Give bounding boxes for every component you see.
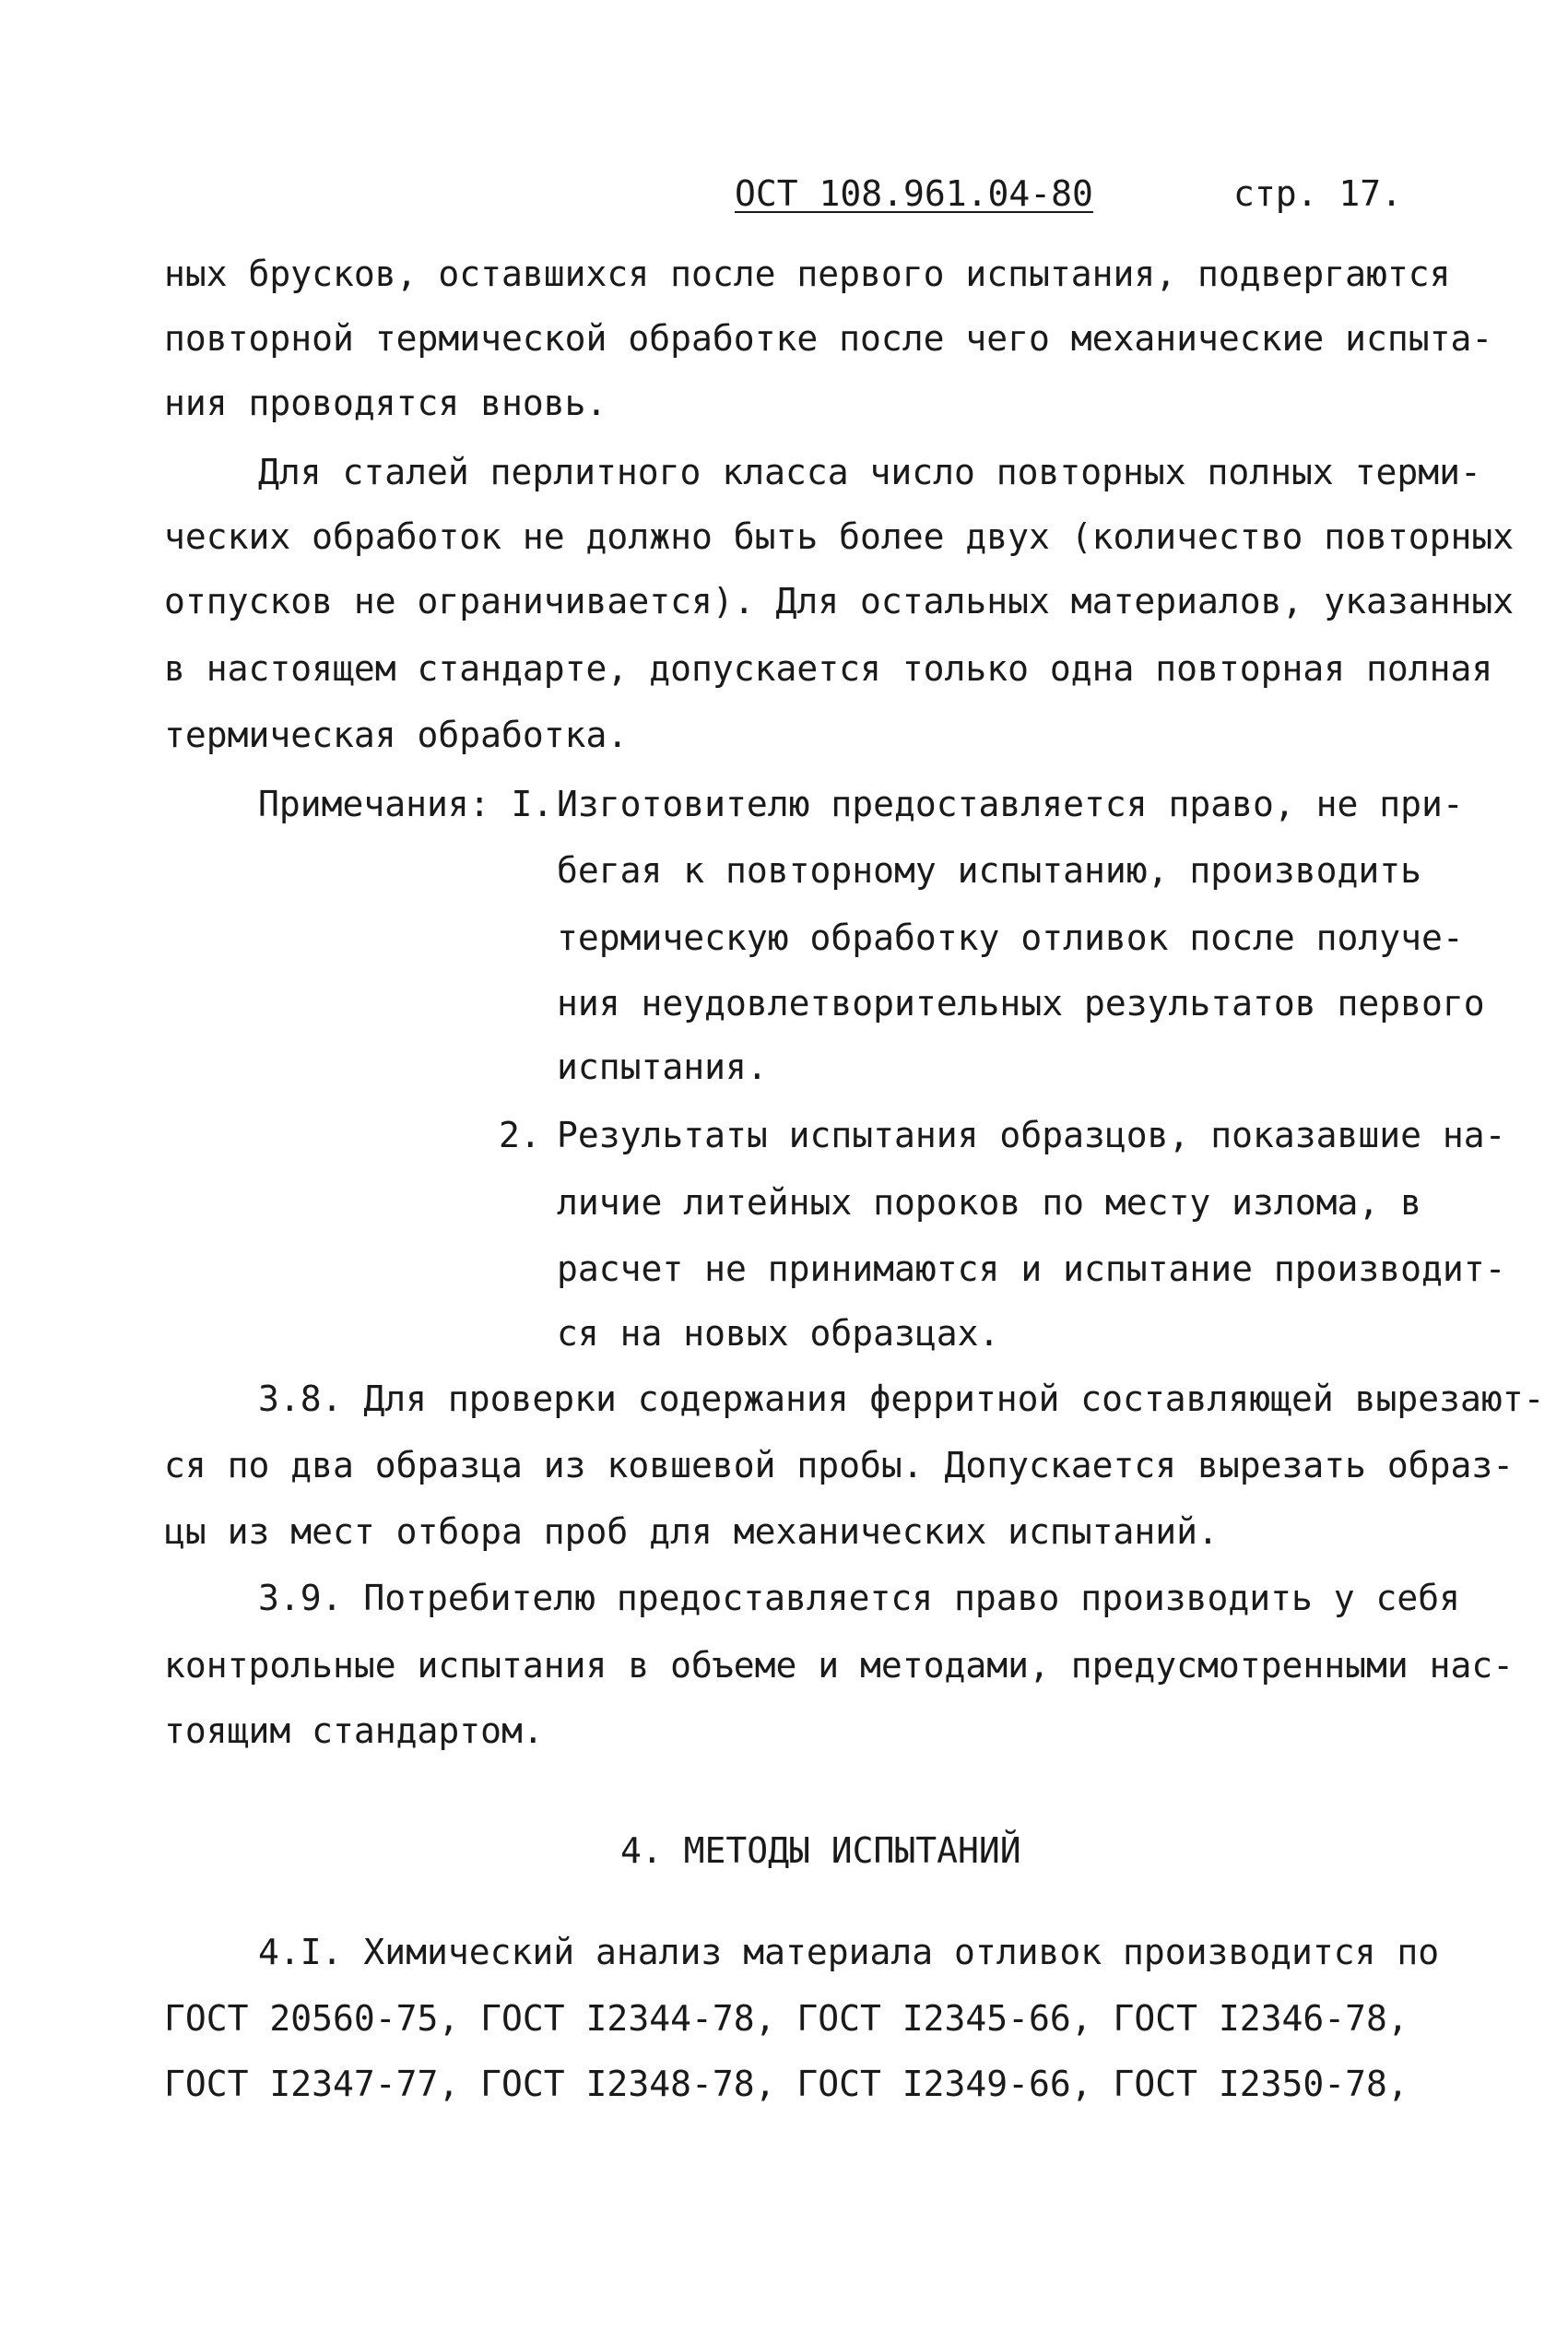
note-line: термическую обработку отливок после получе- <box>557 917 1464 958</box>
text-line: 3.8. Для проверки содержания ферритной составляющей вырезают- <box>258 1378 1545 1419</box>
note-line: испытания. <box>557 1047 768 1087</box>
note-line: ся на новых образцах. <box>557 1313 1000 1354</box>
text-line: тоящим стандартом. <box>164 1710 544 1751</box>
text-line: ния проводятся вновь. <box>164 383 607 423</box>
text-line: ГОСТ 20560-75, ГОСТ I2344-78, ГОСТ I2345-66, ГОСТ I2346-78, <box>164 1998 1409 2039</box>
note-line: расчет не принимаются и испытание производит- <box>557 1248 1506 1289</box>
text-line: контрольные испытания в объеме и методами, предусмотренными нас- <box>164 1645 1515 1686</box>
text-line: в настоящем стандарте, допускается только одна повторная полная <box>164 648 1493 689</box>
text-line: повторной термической обработке после чего механические испыта- <box>164 318 1493 359</box>
note-line: ния неудовлетворительных результатов первого <box>557 983 1485 1024</box>
text-line: отпусков не ограничивается). Для остальных материалов, указанных <box>164 581 1515 621</box>
notes-label: Примечания: I. <box>258 784 575 824</box>
note-number: 2. <box>499 1115 562 1155</box>
note-line: Результаты испытания образцов, показавшие на- <box>557 1115 1506 1155</box>
note-line: Изготовителю предоставляется право, не при- <box>557 784 1464 824</box>
text-line: ческих обработок не должно быть более двух (количество повторных <box>164 516 1515 557</box>
section-heading: 4. МЕТОДЫ ИСПЫТАНИЙ <box>620 1830 1021 1871</box>
document-code: ОСТ 108.961.04-80 <box>735 173 1093 214</box>
note-line: личие литейных пороков по месту излома, в <box>557 1182 1421 1223</box>
text-line: термическая обработка. <box>164 715 629 755</box>
text-line: ных брусков, оставшихся после первого испытания, подвергаются <box>164 254 1451 294</box>
text-line: ся по два образца из ковшевой пробы. Допускается вырезать образ- <box>164 1445 1515 1485</box>
text-line: 3.9. Потребителю предоставляется право производить у себя <box>258 1578 1461 1618</box>
text-line: ГОСТ I2347-77, ГОСТ I2348-78, ГОСТ I2349-66, ГОСТ I2350-78, <box>164 2064 1409 2104</box>
text-line: 4.I. Химический анализ материала отливок производится по <box>258 1932 1440 1972</box>
text-line: цы из мест отбора проб для механических испытаний. <box>164 1511 1219 1552</box>
note-line: бегая к повторному испытанию, производить <box>557 850 1421 891</box>
text-line: Для сталей перлитного класса число повторных полных терми- <box>258 452 1481 492</box>
page-number: стр. 17. <box>1233 173 1403 214</box>
